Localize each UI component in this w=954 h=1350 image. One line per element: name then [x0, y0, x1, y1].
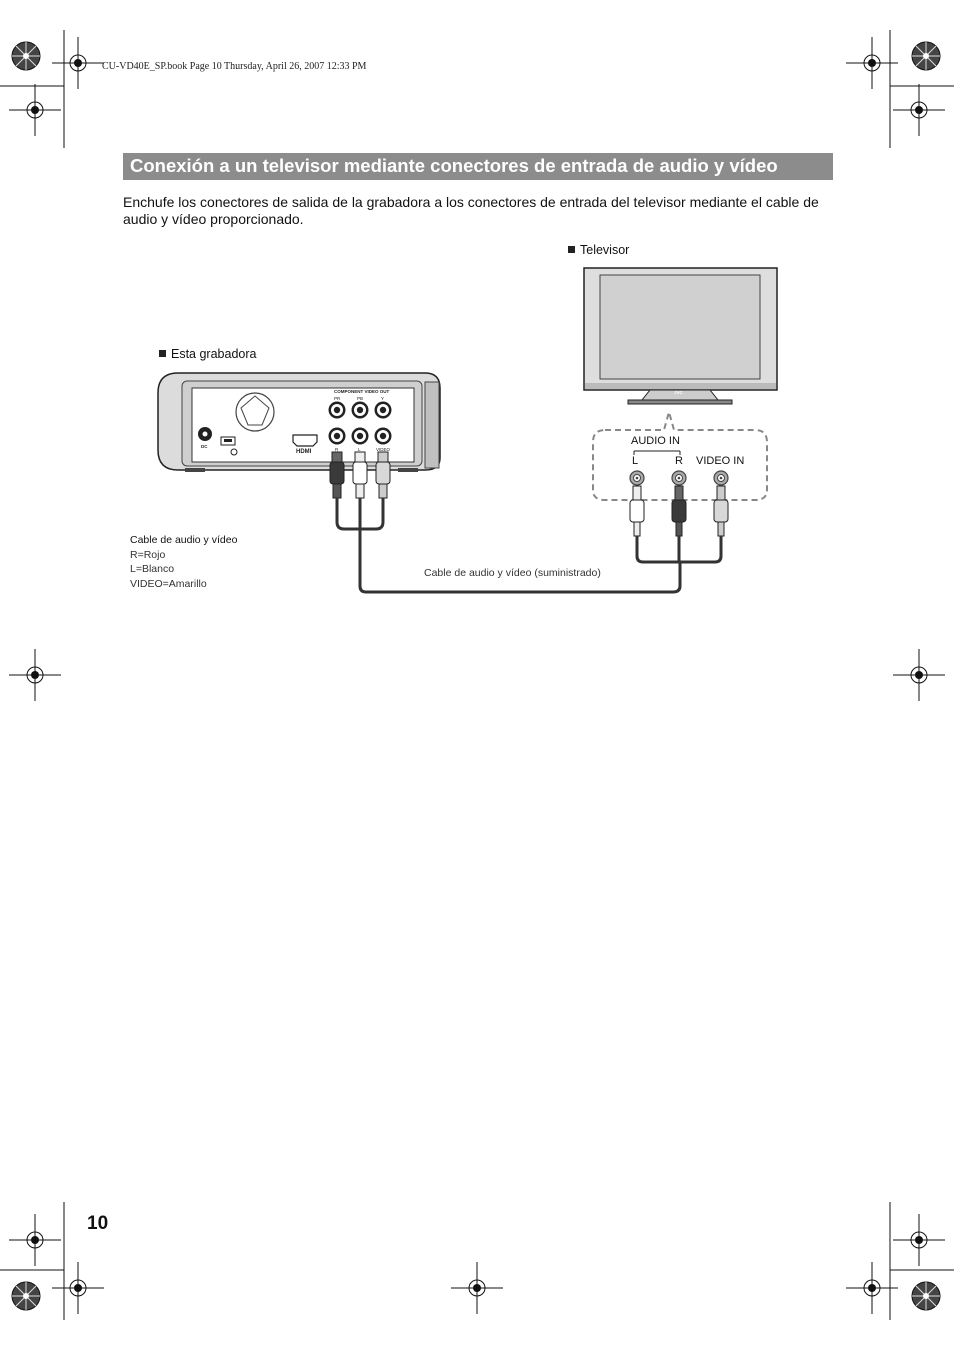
cable-legend-l: L=Blanco: [130, 563, 175, 575]
section-title-bar: [123, 153, 833, 180]
intro-paragraph: Enchufe los conectores de salida de la grabadora a los conectores de entrada del televisor mediante el cable de audio y vídeo proporcionado.: [123, 194, 819, 227]
pb-label: PB: [357, 396, 364, 401]
video-in-label: VIDEO IN: [696, 455, 745, 467]
audio-r-label: R: [675, 455, 683, 467]
registration-mark-icon: [451, 1262, 503, 1314]
cable-supplied-label: Cable de audio y vídeo (suministrado): [424, 567, 601, 579]
registration-wheel-icon: [12, 42, 40, 70]
tv-label: [568, 243, 629, 257]
audio-in-label: AUDIO IN: [631, 435, 680, 447]
recorder-label-text: Esta grabadora: [171, 347, 257, 361]
square-bullet-icon: [159, 350, 166, 357]
tv-brand-logo: JVC: [674, 390, 683, 395]
recorder-label: [159, 347, 256, 361]
component-video-out-label: COMPONENT VIDEO OUT: [334, 389, 390, 394]
registration-wheel-icon: [912, 1282, 940, 1310]
registration-mark-icon: [9, 649, 61, 701]
page-number: 10: [87, 1213, 109, 1234]
registration-mark-icon: [893, 84, 945, 136]
r-port-label: R: [335, 447, 339, 452]
cable-legend-r: R=Rojo: [130, 548, 166, 561]
registration-mark-icon: [893, 1214, 945, 1266]
l-port-label: L: [358, 447, 361, 452]
cable-legend: [130, 533, 237, 591]
cable-legend-video: VIDEO=Amarillo: [130, 577, 207, 590]
registration-mark-icon: [9, 1214, 61, 1266]
file-info-header: CU-VD40E_SP.book Page 10 Thursday, April 26, 2007 12:33 PM: [102, 61, 367, 72]
hdmi-label: HDMI: [296, 449, 312, 455]
recorder-cable-plugs: [330, 452, 390, 498]
audio-l-label: L: [632, 455, 639, 467]
y-label: Y: [381, 396, 385, 401]
registration-mark-icon: [52, 37, 104, 89]
square-bullet-icon: [568, 246, 575, 253]
pr-label: PR: [334, 396, 341, 401]
recorder-illustration: [158, 373, 440, 472]
av-cable: [360, 529, 680, 592]
tv-cable-plugs: [630, 486, 728, 536]
tv-label-text: Televisor: [580, 243, 630, 257]
section-title: Conexión a un televisor mediante conectores de entrada de audio y vídeo: [130, 155, 778, 176]
dc-label: DC: [201, 444, 208, 449]
tv-illustration: [584, 268, 777, 404]
registration-mark-icon: [9, 84, 61, 136]
cable-legend-title: Cable de audio y vídeo: [130, 534, 238, 546]
video-port-label: VIDEO: [376, 447, 391, 452]
registration-mark-icon: [893, 649, 945, 701]
registration-wheel-icon: [912, 42, 940, 70]
registration-wheel-icon: [12, 1282, 40, 1310]
